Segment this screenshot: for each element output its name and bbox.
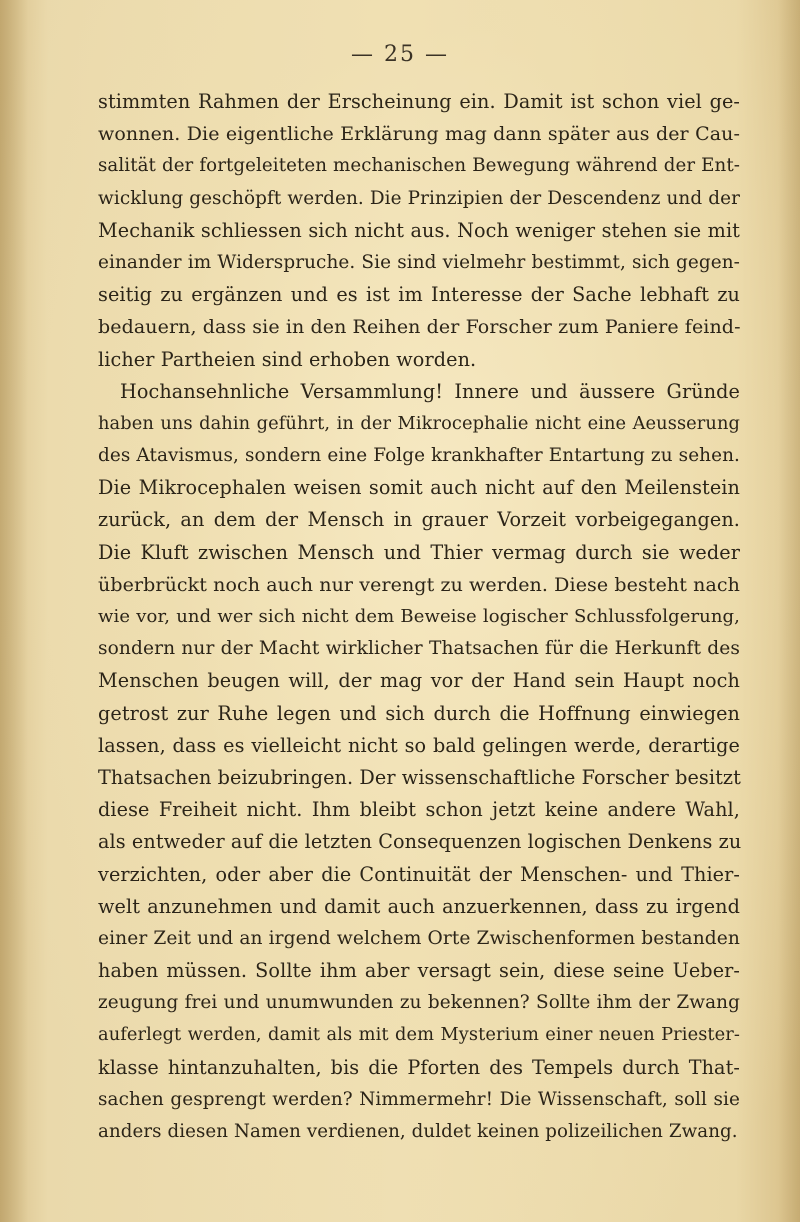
text-line: einander im Widerspruche. Sie sind vielmehr bestimmt, sich gegen- xyxy=(98,251,740,273)
text-line: bedauern, dass sie in den Reihen der Forscher zum Paniere feind- xyxy=(98,316,741,339)
text-line: haben uns dahin geführt, in der Mikrocephalie nicht eine Aeusserung xyxy=(98,412,740,434)
text-line: licher Partheien sind erhoben worden. xyxy=(98,347,477,371)
text-line: welt anzunehmen und damit auch anzuerkennen, dass zu irgend xyxy=(98,894,740,918)
text-line: wicklung geschöpft werden. Die Prinzipien der Descendenz und der xyxy=(98,187,740,209)
text-line: Die Kluft zwischen Mensch und Thier vermag durch sie weder xyxy=(98,540,740,564)
text-line: Thatsachen beizubringen. Der wissenschaftliche Forscher besitzt xyxy=(98,765,741,789)
text-line: wonnen. Die eigentliche Erklärung mag dann später aus der Cau- xyxy=(98,123,740,146)
text-line: klasse hintanzuhalten, bis die Pforten des Tempels durch That- xyxy=(98,1055,740,1079)
text-line: haben müssen. Sollte ihm aber versagt sein, diese seine Ueber- xyxy=(98,959,740,983)
text-line: des Atavismus, sondern eine Folge krankhafter Entartung zu sehen. xyxy=(98,445,740,467)
text-line: überbrückt noch auch nur verengt zu werden. Diese besteht nach xyxy=(98,573,740,596)
text-line: auferlegt werden, damit als mit dem Mysterium einer neuen Priester- xyxy=(98,1024,740,1046)
text-line: verzichten, oder aber die Continuität der Menschen- und Thier- xyxy=(98,862,740,886)
text-line: sondern nur der Macht wirklicher Thatsachen für die Herkunft des xyxy=(98,638,740,660)
text-line: getrost zur Ruhe legen und sich durch die Hoffnung einwiegen xyxy=(98,701,740,725)
text-line: Die Mikrocephalen weisen somit auch nicht auf den Meilenstein xyxy=(98,476,740,500)
text-line: sachen gesprengt werden? Nimmermehr! Die Wissenschaft, soll sie xyxy=(98,1088,740,1110)
text-line: Hochansehnliche Versammlung! Innere und äussere Gründe xyxy=(120,379,740,403)
text-line: einer Zeit und an irgend welchem Orte Zwischenformen bestanden xyxy=(98,927,740,949)
text-line: zurück, an dem der Mensch in grauer Vorzeit vorbeigegangen. xyxy=(98,508,740,532)
text-line: Menschen beugen will, der mag vor der Hand sein Haupt noch xyxy=(98,669,740,693)
text-line: stimmten Rahmen der Erscheinung ein. Damit ist schon viel ge- xyxy=(98,90,740,113)
text-line: anders diesen Namen verdienen, duldet keinen polizeilichen Zwang. xyxy=(98,1121,738,1142)
body-text xyxy=(98,86,740,1148)
text-line: seitig zu ergänzen und es ist im Interesse der Sache lebhaft zu xyxy=(98,283,740,307)
text-line: wie vor, und wer sich nicht dem Beweise logischer Schlussfolgerung, xyxy=(98,606,740,627)
text-line: zeugung frei und unumwunden zu bekennen? Sollte ihm der Zwang xyxy=(98,992,740,1014)
text-line: salität der fortgeleiteten mechanischen Bewegung während der Ent- xyxy=(98,155,740,177)
page-number: — 25 — xyxy=(351,42,449,67)
text-line: als entweder auf die letzten Consequenzen logischen Denkens zu xyxy=(98,830,742,854)
text-line: diese Freiheit nicht. Ihm bleibt schon jetzt keine andere Wahl, xyxy=(98,798,740,822)
text-line: lassen, dass es vielleicht nicht so bald gelingen werde, derartige xyxy=(98,733,740,757)
text-line: Mechanik schliessen sich nicht aus. Noch weniger stehen sie mit xyxy=(98,218,740,242)
